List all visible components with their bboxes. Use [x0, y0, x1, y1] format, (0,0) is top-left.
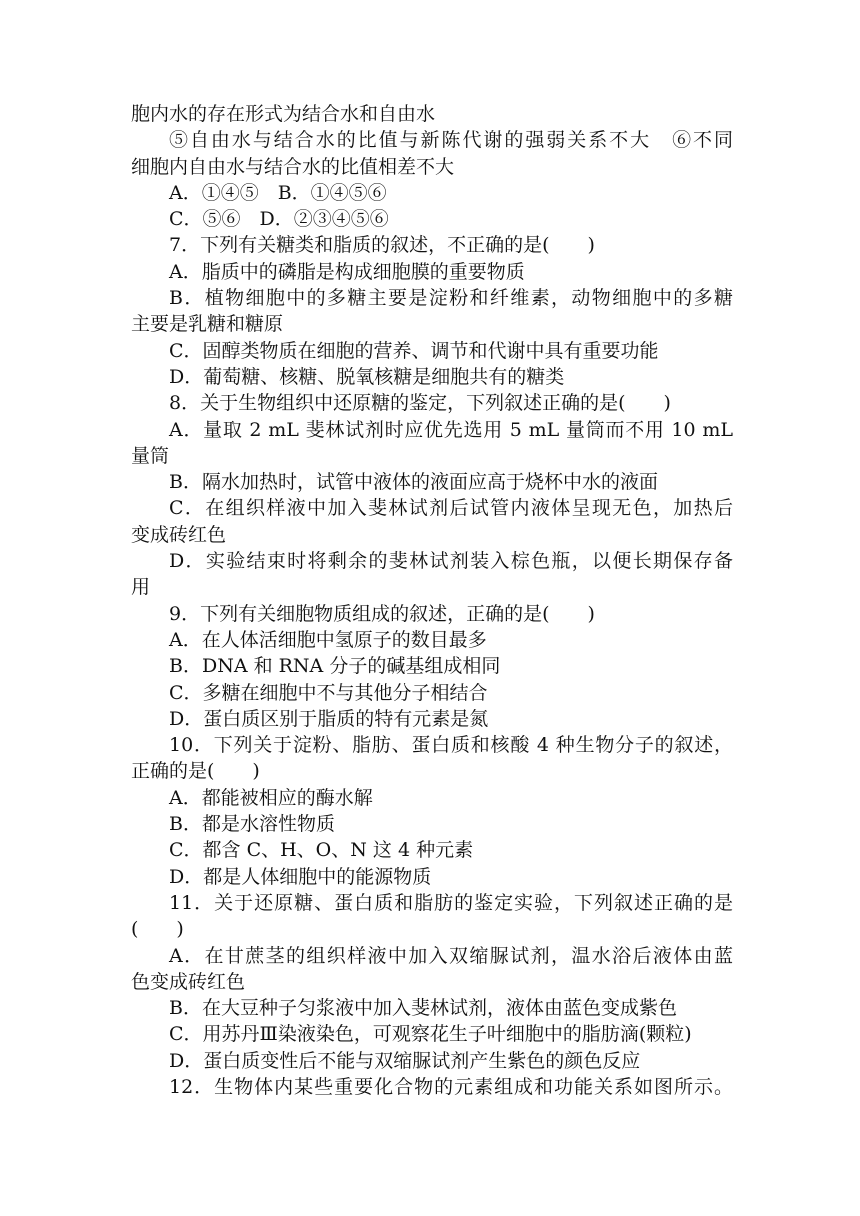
text-line: 正确的是( ): [131, 760, 260, 783]
text-line: B．在大豆种子匀浆液中加入斐林试剂，液体由蓝色变成紫色: [169, 997, 677, 1020]
text-line: C．⑤⑥ D．②③④⑤⑥: [169, 208, 389, 231]
text-line: C．在组织样液中加入斐林试剂后试管内液体呈现无色，加热后: [169, 497, 733, 520]
text-line: B．植物细胞中的多糖主要是淀粉和纤维素，动物细胞中的多糖: [169, 287, 733, 310]
text-line: D．实验结束时将剩余的斐林试剂装入棕色瓶，以便长期保存备: [169, 550, 733, 573]
text-line: 量筒: [131, 444, 170, 467]
text-line: C．用苏丹Ⅲ染液染色，可观察花生子叶细胞中的脂肪滴(颗粒): [169, 1023, 692, 1046]
text-line: B．隔水加热时，试管中液体的液面应高于烧杯中水的液面: [169, 471, 658, 494]
text-line: A．脂质中的磷脂是构成细胞膜的重要物质: [169, 260, 525, 283]
text-line: A．①④⑤ B．①④⑤⑥: [169, 181, 387, 204]
document-page: [131, 101, 733, 1100]
text-line: D．葡萄糖、核糖、脱氧核糖是细胞共有的糖类: [169, 365, 565, 388]
text-line: 变成砖红色: [131, 523, 227, 546]
text-line: C．固醇类物质在细胞的营养、调节和代谢中具有重要功能: [169, 339, 659, 362]
text-line: 7．下列有关糖类和脂质的叙述，不正确的是( ): [169, 234, 595, 257]
text-line: C．都含 C、H、O、N 这 4 种元素: [169, 839, 474, 862]
text-line: 11．关于还原糖、蛋白质和脂肪的鉴定实验，下列叙述正确的是: [169, 891, 733, 914]
text-line: 10．下列关于淀粉、脂肪、蛋白质和核酸 4 种生物分子的叙述，: [169, 734, 733, 757]
text-line: B．DNA 和 RNA 分子的碱基组成相同: [169, 655, 501, 678]
text-line: D．蛋白质区别于脂质的特有元素是氮: [169, 707, 489, 730]
text-line: 色变成砖红色: [131, 970, 246, 993]
text-line: B．都是水溶性物质: [169, 813, 335, 836]
text-line: 用: [131, 576, 151, 599]
text-line: 8．关于生物组织中还原糖的鉴定，下列叙述正确的是( ): [169, 392, 671, 415]
text-line: D．蛋白质变性后不能与双缩脲试剂产生紫色的颜色反应: [169, 1049, 641, 1072]
text-line: ( ): [131, 918, 184, 941]
text-line: A．在人体活细胞中氢原子的数目最多: [169, 628, 487, 651]
text-line: 9．下列有关细胞物质组成的叙述，正确的是( ): [169, 602, 595, 625]
text-line: 12．生物体内某些重要化合物的元素组成和功能关系如图所示。: [169, 1075, 733, 1098]
text-line: ⑤自由水与结合水的比值与新陈代谢的强弱关系不大 ⑥不同: [169, 129, 733, 152]
text-line: A．在甘蔗茎的组织样液中加入双缩脲试剂，温水浴后液体由蓝: [169, 944, 733, 967]
text-line: 主要是乳糖和糖原: [131, 313, 284, 336]
text-line: D．都是人体细胞中的能源物质: [169, 865, 432, 888]
text-line: A．都能被相应的酶水解: [169, 786, 373, 809]
text-line: 胞内水的存在形式为结合水和自由水: [131, 103, 436, 125]
text-line: C．多糖在细胞中不与其他分子相结合: [169, 681, 488, 704]
text-line: 细胞内自由水与结合水的比值相差不大: [131, 155, 455, 178]
text-line: A．量取 2 mL 斐林试剂时应优先选用 5 mL 量筒而不用 10 mL: [169, 418, 733, 441]
